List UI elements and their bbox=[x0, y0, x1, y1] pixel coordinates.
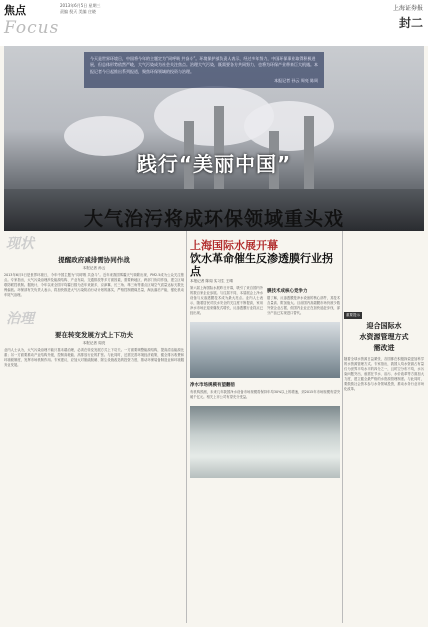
commentary-title-3: 需改进 bbox=[373, 344, 395, 352]
water-expo-headline: 上海国际水展开幕 bbox=[190, 239, 278, 252]
article1-subhead: 提醒政府减排需协同作战 bbox=[58, 256, 130, 264]
water-expo-body1: 第六届上海国际水展昨日开幕，吸引了来自国内外的数百家企业参展。与往届不同，本届展会上净水设备与反渗透膜技术成为最大亮点。业内人士表示，随着居民对饮水安全的关注度不断提高，家用净水市场正迎来爆发式增长，反渗透膜行业拐点已经出现。 bbox=[190, 286, 263, 315]
section-governance-label: 治理 bbox=[6, 311, 34, 327]
water-expo-subhead2: 净水市场规模有望翻倍 bbox=[190, 383, 235, 388]
section-status-label: 现状 bbox=[6, 236, 34, 252]
section-label: 焦点 bbox=[4, 4, 26, 17]
lede-byline: 本报记者 孙云 周亮 陈周 bbox=[274, 77, 318, 83]
kicker-headline: 践行“美丽中国” bbox=[136, 152, 292, 176]
commentary-title-2: 水资源管理方式 bbox=[359, 333, 409, 341]
column-tag: 重要提示 bbox=[346, 313, 360, 317]
lede-text: 今天是世界环境日，中国将今年的主题定为“同呼吸 共奋斗”。环境保护部负责人表示，经过多年努力，中国环保事业取得积极进展，但总体形势依然严峻，大气污染成为社会关注焦点。治理大气污染，既需要各方共同努力，也将为环保产业带来巨大机遇。本报记者今日起推出系列报道，聚焦环保领域的投资与治理。 bbox=[90, 56, 318, 74]
water-treatment-photo bbox=[190, 406, 340, 478]
article2-byline: 本报记者 周亮 bbox=[82, 341, 106, 345]
page-number: 封二 bbox=[398, 16, 423, 30]
paper-name: 上海证券报 bbox=[392, 5, 423, 12]
water-expo-subheadline: 饮水革命催生反渗透膜行业拐点 bbox=[190, 252, 333, 278]
article2-body: 业内人士认为，大气污染治理不能只靠末端治理，必须在转变发展方式上下功夫。一方面要调整能源结构，提高清洁能源比重；另一方面要推动产业结构升级，控制高耗能、高排放行业的扩张。与此同时，还需完善环境经济政策，健全排污收费和环境税制度，发挥市场机制作用。专家建议，应加大对脱硫脱硝、除尘设施改造的投资力度，推动环保装备制造业和环境服务业发展。 bbox=[4, 348, 184, 367]
page-header bbox=[0, 0, 428, 46]
article2-subhead: 要在转变发展方式上下功夫 bbox=[55, 331, 133, 339]
editors: 责编 倪天 美编 庄晓 bbox=[60, 9, 96, 14]
left-column bbox=[4, 231, 184, 623]
article1-byline: 本报记者 孙云 bbox=[82, 266, 106, 270]
issue-meta bbox=[60, 3, 140, 15]
water-expo-body2: 据了解，反渗透膜是净水设备的核心部件，其技术含量高、附加值大。目前国内高端膜市场仍被少数外资企业占据，但国内企业正在加快追赶步伐，部分产品已实现进口替代。 bbox=[267, 296, 340, 315]
middle-column bbox=[190, 231, 340, 623]
issue-date: 2013年6月5日 星期三 bbox=[60, 3, 101, 8]
water-expo-body3: 有机构预测，未来几年我国净水设备市场规模将保持年均30%以上的增速，到2015年市场规模有望突破千亿元。相关上市公司有望充分受益。 bbox=[190, 390, 340, 399]
commentary-body: 随着全球水资源日益紧张，各国都在积极探索更加科学的水资源管理方式。专家指出，我国人均水资源占有量仅为世界平均水平的四分之一，且时空分布不均，水污染问题突出，亟需在节水、治污、水价改革等方面加大力度，建立健全最严格的水资源管理制度。与此同时，要鼓励社会资本参与水务领域投资，推动水务行业市场化改革。 bbox=[344, 357, 424, 391]
water-expo-byline: 本报记者 陈周 实习生 王晴 bbox=[190, 279, 233, 283]
commentary-title-1: 迎合国际水 bbox=[366, 322, 402, 330]
section-label-en: Focus bbox=[4, 18, 60, 38]
right-column bbox=[344, 231, 424, 623]
water-plant-photo bbox=[190, 322, 340, 378]
article1-body: 2013年6月5日是世界环境日，今年中国主题为“同呼吸 共奋斗”。近年来我国雾霾天气频繁出现，PM2.5成为公众关注焦点。专家指出，大气污染治理涉及能源结构、产业布局、交通排放等多方面因素，需要跨地区、跨部门协同作战，建立区域联防联控机制。据统计，今年以来全国平均霾日数为近年来最多，京津冀、长三角、珠三角等重点区域空气质量达标天数比例偏低。环保部有关负责人表示，将加快推进大气污染防治行动计划的落实，严格控制燃煤总量，淘汰落后产能，强化机动车尾气治理。 bbox=[4, 273, 184, 297]
lede-box bbox=[84, 52, 324, 88]
water-expo-subhead1: 膜技术成核心竞争力 bbox=[267, 289, 308, 294]
main-headline: 大气治污将成环保领域重头戏 bbox=[83, 208, 344, 230]
